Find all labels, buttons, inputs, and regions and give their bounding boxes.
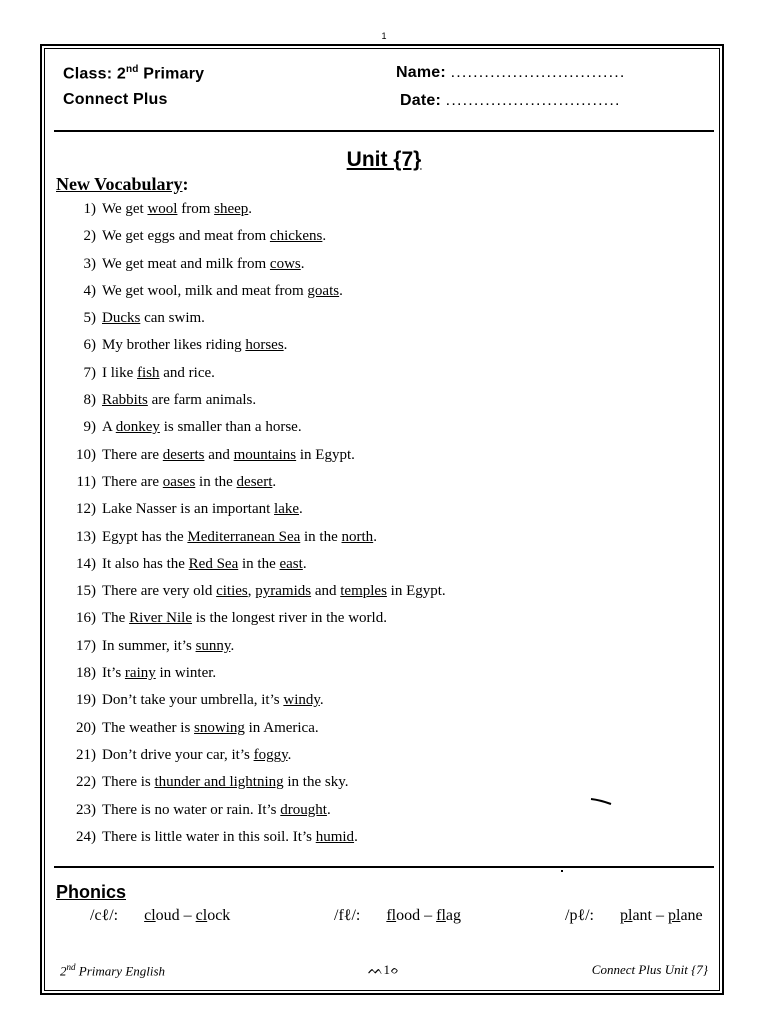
unit-title: Unit {7}: [346, 148, 422, 171]
phonics-group-fl: [334, 907, 461, 925]
vocab-item: [56, 689, 716, 716]
text-fragment: We get wool, milk and meat from: [102, 282, 308, 299]
vocab-item: [56, 635, 716, 662]
underlined-word: fl: [386, 907, 397, 924]
underlined-word: east: [279, 555, 303, 572]
underlined-word: donkey: [115, 419, 160, 436]
text-fragment: We get: [102, 201, 148, 217]
text-fragment: In summer, it’s: [102, 637, 196, 654]
underlined-word: humid: [315, 828, 355, 845]
vocab-item: [56, 471, 716, 498]
vocab-number: 17): [76, 637, 96, 654]
vocab-sentence: [102, 826, 358, 848]
text-fragment: Egypt has the: [102, 528, 188, 545]
text-fragment: There is: [102, 774, 155, 791]
vocab-item: [56, 198, 716, 225]
vocab-number: 4): [83, 282, 96, 299]
footer-page-number: ᨓ1ᨔ: [368, 962, 400, 977]
text-fragment: .: [373, 528, 377, 545]
vocab-item: [56, 526, 716, 553]
vocab-number: 9): [83, 419, 96, 436]
text-fragment: .: [322, 228, 327, 245]
vocab-item: [56, 799, 716, 826]
text-fragment: in Egypt.: [296, 446, 355, 463]
text-fragment: There are: [102, 473, 163, 490]
vocab-item: [56, 253, 716, 280]
vocab-item: [56, 553, 716, 580]
vocab-sentence: [102, 471, 276, 493]
underlined-word: thunder and lightning: [154, 774, 284, 791]
vocab-sentence: [102, 744, 291, 766]
text-fragment: in Egypt.: [386, 583, 446, 600]
text-fragment: in the: [300, 528, 342, 545]
vocab-item: [56, 771, 716, 798]
vocab-item: [56, 498, 716, 525]
vocab-number: 11): [76, 473, 96, 490]
text-fragment: from: [177, 201, 215, 217]
phonics-symbol: /pℓ/:: [565, 907, 594, 924]
text-fragment: ane: [680, 907, 703, 924]
date-field[interactable]: Date: ...............................: [400, 92, 621, 109]
vocab-item: [56, 826, 716, 853]
vocab-item: [56, 717, 716, 744]
underlined-word: goats: [307, 282, 340, 299]
vocab-number: 13): [76, 528, 96, 545]
vocab-number: 20): [76, 719, 96, 736]
text-fragment: ant –: [632, 907, 668, 924]
underlined-word: desert: [236, 473, 273, 490]
class-label: Class: 2nd Primary: [63, 64, 205, 83]
vocab-number: 14): [76, 555, 96, 572]
vocab-number: 18): [76, 665, 96, 682]
text-fragment: There are very old: [102, 583, 217, 600]
text-fragment: A: [102, 419, 116, 436]
vocab-item: [56, 225, 716, 252]
text-fragment: can swim.: [140, 310, 205, 327]
text-fragment: in America.: [244, 719, 319, 736]
underlined-word: foggy: [253, 746, 288, 763]
course-name: Connect Plus: [63, 91, 168, 108]
vocab-sentence: [102, 607, 387, 629]
text-fragment: and: [311, 583, 341, 600]
vocab-sentence: [102, 362, 215, 384]
text-fragment: ag: [445, 907, 461, 924]
underlined-word: snowing: [194, 719, 245, 736]
text-fragment: .: [354, 828, 358, 845]
text-fragment: There is little water in this soil. It’s: [102, 828, 316, 845]
underlined-word: sunny: [195, 637, 231, 654]
underlined-word: wool: [147, 201, 178, 217]
vocab-sentence: [102, 498, 303, 520]
vocab-number: 19): [76, 692, 96, 709]
text-fragment: in the: [238, 555, 280, 572]
vocab-number: 21): [76, 746, 96, 763]
text-fragment: .: [230, 637, 235, 654]
text-fragment: My brother likes riding: [102, 337, 246, 354]
underlined-word: cl: [144, 907, 156, 924]
vocab-sentence: [102, 444, 355, 466]
underlined-word: windy: [283, 692, 320, 709]
text-fragment: .: [339, 282, 343, 299]
underlined-word: cows: [269, 255, 301, 272]
underlined-word: north: [341, 528, 374, 545]
text-fragment: There are: [102, 446, 163, 463]
text-fragment: and rice.: [159, 364, 215, 381]
vocab-number: 24): [76, 828, 96, 845]
underlined-word: horses: [245, 337, 284, 354]
vocab-number: 22): [76, 774, 96, 791]
vocab-item: [56, 362, 716, 389]
vocab-item: [56, 307, 716, 334]
text-fragment: Don’t take your umbrella, it’s: [102, 692, 284, 709]
page-number: 1: [381, 31, 387, 41]
underlined-word: Red Sea: [188, 555, 239, 572]
vocab-number: 23): [76, 801, 96, 818]
text-fragment: in winter.: [155, 665, 217, 682]
text-fragment: .: [319, 692, 324, 709]
vocab-item: [56, 580, 716, 607]
vocab-number: 16): [76, 610, 96, 627]
vocab-item: [56, 662, 716, 689]
text-fragment: .: [272, 473, 277, 490]
vocab-sentence: [102, 280, 343, 302]
vocab-number: 12): [76, 501, 96, 518]
vocab-item: [56, 416, 716, 443]
text-fragment: .: [326, 801, 331, 818]
underlined-word: fish: [137, 364, 160, 381]
text-fragment: and: [204, 446, 234, 463]
vocab-heading: New Vocabulary:: [56, 174, 189, 194]
vocab-sentence: [102, 334, 287, 356]
text-fragment: It’s: [102, 665, 125, 682]
vocab-number: 6): [83, 337, 96, 354]
footer-right: Connect Plus Unit {7}: [591, 962, 708, 977]
text-fragment: in the sky.: [283, 774, 349, 791]
underlined-word: sheep: [214, 201, 249, 217]
underlined-word: drought: [280, 801, 327, 818]
vocab-sentence: [102, 416, 302, 438]
underlined-word: pyramids: [255, 583, 312, 600]
vocab-number: 15): [76, 583, 96, 600]
vocab-sentence: [102, 635, 234, 657]
vocab-number: 3): [83, 255, 96, 272]
underlined-word: lake: [274, 501, 300, 518]
vocab-number: 2): [83, 228, 96, 245]
underlined-word: pl: [620, 907, 633, 924]
vocab-list: [56, 198, 716, 853]
date-dots: ...............................: [445, 92, 621, 109]
vocab-sentence: [102, 225, 326, 247]
vocab-sentence: [102, 717, 319, 739]
vocab-number: 7): [83, 364, 96, 381]
vocab-sentence: [102, 253, 305, 275]
vocab-item: [56, 444, 716, 471]
text-fragment: We get meat and milk from: [102, 255, 270, 272]
vocab-item: [56, 280, 716, 307]
pen-mark: [590, 797, 612, 806]
stray-dot: [561, 870, 563, 872]
phonics-divider: [54, 866, 714, 868]
text-fragment: .: [287, 746, 292, 763]
underlined-word: chickens: [269, 228, 323, 245]
vocab-sentence: [102, 689, 324, 711]
text-fragment: ood –: [396, 907, 437, 924]
header-divider: [54, 130, 714, 132]
vocab-number: 1): [83, 201, 96, 217]
name-dots: ...............................: [450, 64, 626, 81]
vocab-sentence: [102, 526, 377, 548]
vocab-sentence: [102, 771, 349, 793]
text-fragment: The: [102, 610, 130, 627]
text-fragment: It also has the: [102, 555, 189, 572]
text-fragment: .: [248, 201, 253, 217]
text-fragment: in the: [195, 473, 237, 490]
footer-left: 2nd Primary English: [60, 962, 166, 979]
vocab-number: 10): [76, 446, 96, 463]
vocab-sentence: [102, 307, 205, 329]
underlined-word: temples: [340, 583, 387, 600]
text-fragment: I like: [102, 364, 137, 381]
text-fragment: The weather is: [102, 719, 195, 736]
text-fragment: is the longest river in the world.: [191, 610, 387, 627]
name-field[interactable]: Name: ...............................: [396, 64, 626, 81]
underlined-word: pl: [668, 907, 681, 924]
text-fragment: There is no water or rain. It’s: [102, 801, 281, 818]
text-fragment: are farm animals.: [147, 392, 257, 409]
vocab-sentence: [102, 389, 256, 411]
text-fragment: .: [302, 555, 307, 572]
underlined-word: rainy: [124, 665, 156, 682]
underlined-word: Rabbits: [102, 392, 148, 409]
underlined-word: fl: [436, 907, 446, 924]
vocab-sentence: [102, 799, 331, 821]
text-fragment: ,: [247, 583, 256, 600]
text-fragment: .: [300, 255, 305, 272]
text-fragment: is smaller than a horse.: [159, 419, 302, 436]
underlined-word: oases: [162, 473, 196, 490]
text-fragment: .: [283, 337, 288, 354]
vocab-item: [56, 389, 716, 416]
vocab-item: [56, 334, 716, 361]
underlined-word: Mediterranean Sea: [187, 528, 301, 545]
underlined-word: cities: [216, 583, 248, 600]
underlined-word: cl: [195, 907, 208, 924]
text-fragment: Lake Nasser is an important: [102, 501, 275, 518]
text-fragment: .: [299, 501, 303, 518]
underlined-word: mountains: [233, 446, 297, 463]
phonics-symbol: /fℓ/:: [334, 907, 361, 924]
phonics-symbol: /cℓ/:: [90, 907, 119, 924]
text-fragment: ock: [207, 907, 231, 924]
vocab-sentence: [102, 553, 307, 575]
vocab-number: 8): [83, 392, 96, 409]
text-fragment: We get eggs and meat from: [102, 228, 270, 245]
vocab-sentence: [102, 198, 252, 220]
phonics-title: Phonics: [56, 882, 127, 902]
vocab-sentence: [102, 580, 446, 602]
underlined-word: Ducks: [102, 310, 141, 327]
phonics-group-pl: [565, 907, 703, 925]
text-fragment: Don’t drive your car, it’s: [102, 746, 254, 763]
vocab-number: 5): [83, 310, 96, 327]
phonics-group-cl: [90, 907, 230, 925]
text-fragment: oud –: [155, 907, 196, 924]
underlined-word: River Nile: [129, 610, 192, 627]
vocab-item: [56, 607, 716, 634]
underlined-word: deserts: [162, 446, 205, 463]
vocab-sentence: [102, 662, 216, 684]
vocab-item: [56, 744, 716, 771]
